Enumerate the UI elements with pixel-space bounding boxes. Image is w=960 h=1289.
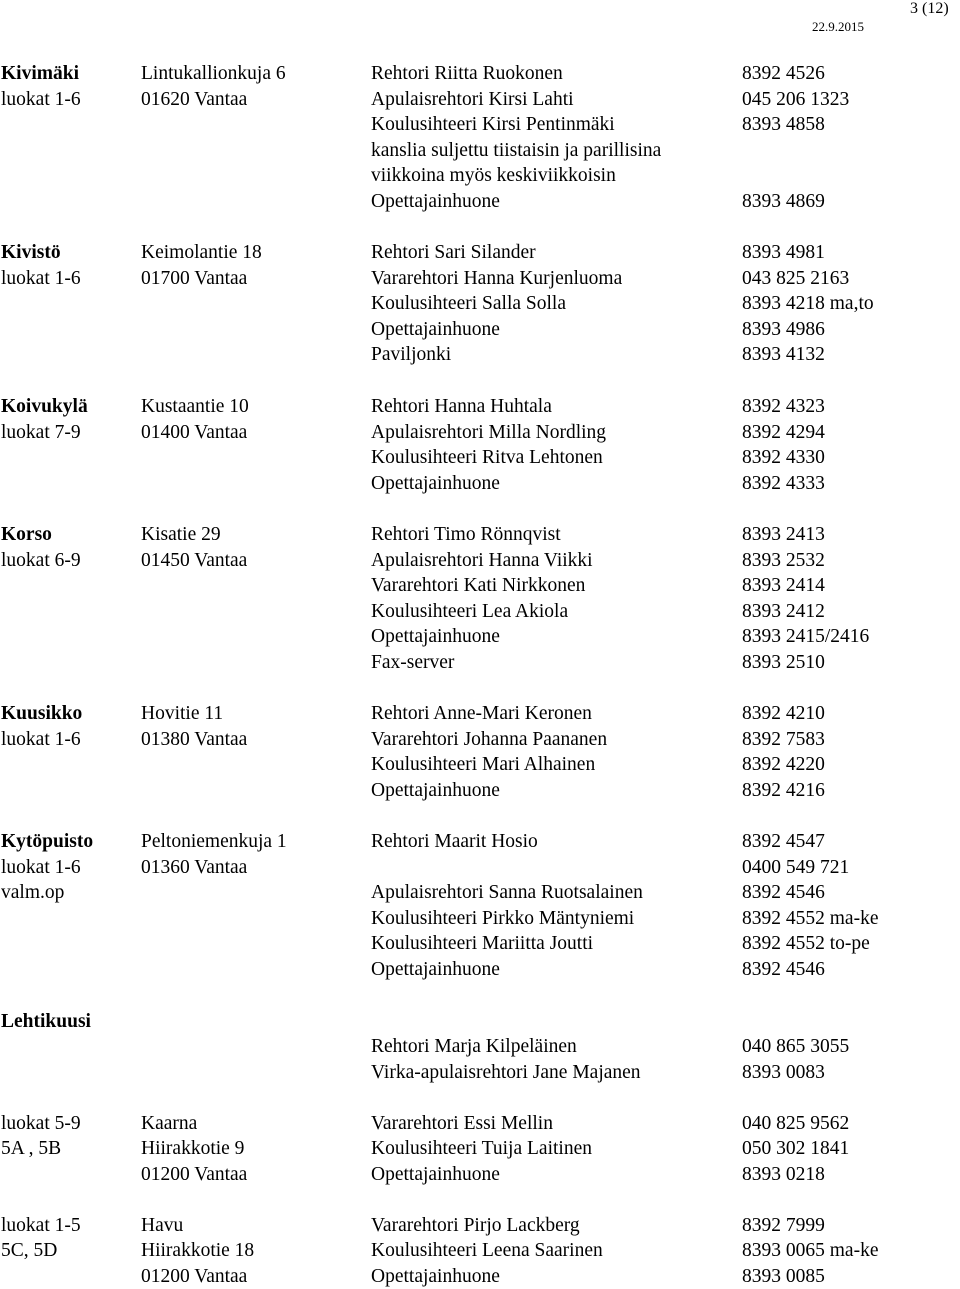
contact-role-cell: Rehtori Riitta Ruokonen (371, 63, 563, 84)
directory-row (0, 599, 960, 624)
school-name-cell: luokat 1-6 (1, 857, 81, 878)
document-date: 22.9.2015 (812, 19, 864, 34)
directory-row (0, 420, 960, 445)
school-name-cell: 5C, 5D (1, 1240, 58, 1261)
phone-cell: 8392 4552 to-pe (742, 933, 870, 954)
contact-role-cell: Koulusihteeri Kirsi Pentinmäki (371, 114, 615, 135)
phone-cell: 8392 4210 (742, 703, 825, 724)
contact-role-cell: Vararehtori Kati Nirkkonen (371, 575, 586, 596)
directory-row (0, 957, 960, 982)
address-cell: Kisatie 29 (141, 524, 221, 545)
school-name-cell: luokat 1-6 (1, 89, 81, 110)
school-name-cell: Lehtikuusi (1, 1011, 91, 1032)
address-cell: Kustaantie 10 (141, 396, 249, 417)
phone-cell: 8393 0065 ma-ke (742, 1240, 879, 1261)
directory-row (0, 189, 960, 214)
directory-row (0, 522, 960, 547)
directory-row (0, 291, 960, 316)
school-name-cell: Kivimäki (1, 63, 80, 84)
phone-cell: 8393 2510 (742, 652, 825, 673)
address-cell: 01700 Vantaa (141, 268, 248, 289)
directory-row (0, 752, 960, 777)
directory-row (0, 548, 960, 573)
directory-row (0, 1264, 960, 1289)
address-cell: Keimolantie 18 (141, 242, 262, 263)
address-cell: 01200 Vantaa (141, 1266, 248, 1287)
phone-cell: 8393 2415/2416 (742, 626, 870, 647)
directory-row (0, 624, 960, 649)
contact-role-cell: Apulaisrehtori Sanna Ruotsalainen (371, 882, 643, 903)
school-name-cell: Koivukylä (1, 396, 88, 417)
phone-cell: 8392 4216 (742, 780, 825, 801)
contact-role-cell: Koulusihteeri Pirkko Mäntyniemi (371, 908, 635, 929)
directory-row (0, 1111, 960, 1136)
phone-cell: 8392 4220 (742, 754, 825, 775)
contact-role-cell: Koulusihteeri Salla Solla (371, 293, 566, 314)
directory-row (0, 650, 960, 675)
phone-cell: 8392 4526 (742, 63, 825, 84)
school-name-cell: luokat 1-5 (1, 1215, 81, 1236)
page-number: 3 (12) (910, 0, 949, 17)
phone-cell: 8392 7999 (742, 1215, 825, 1236)
directory-row (0, 701, 960, 726)
phone-cell: 8392 4333 (742, 473, 825, 494)
contact-role-cell: Koulusihteeri Lea Akiola (371, 601, 569, 622)
school-name-cell: luokat 1-6 (1, 268, 81, 289)
contact-role-cell: Opettajainhuone (371, 1164, 500, 1185)
phone-cell: 040 825 9562 (742, 1113, 850, 1134)
directory-row (0, 1238, 960, 1263)
contact-role-cell: Vararehtori Pirjo Lackberg (371, 1215, 580, 1236)
directory-row (0, 1009, 960, 1034)
contact-role-cell: Apulaisrehtori Kirsi Lahti (371, 89, 574, 110)
directory-row (0, 1034, 960, 1059)
school-name-cell: valm.op (1, 882, 65, 903)
address-cell: Kaarna (141, 1113, 198, 1134)
phone-cell: 8393 4869 (742, 191, 825, 212)
contact-role-cell: Opettajainhuone (371, 473, 500, 494)
school-name-cell: Kuusikko (1, 703, 83, 724)
contact-role-cell: Rehtori Maarit Hosio (371, 831, 538, 852)
phone-cell: 8393 4986 (742, 319, 825, 340)
address-cell: Hiirakkotie 9 (141, 1138, 245, 1159)
address-cell: 01620 Vantaa (141, 89, 248, 110)
phone-cell: 8393 4132 (742, 344, 825, 365)
phone-cell: 8393 4981 (742, 242, 825, 263)
phone-cell: 8393 0085 (742, 1266, 825, 1287)
school-name-cell: Korso (1, 524, 52, 545)
phone-cell: 8392 4552 ma-ke (742, 908, 879, 929)
school-name-cell: luokat 5-9 (1, 1113, 81, 1134)
contact-role-cell: kanslia suljettu tiistaisin ja parillisina (371, 140, 662, 161)
contact-role-cell: Koulusihteeri Leena Saarinen (371, 1240, 603, 1261)
contact-role-cell: Virka-apulaisrehtori Jane Majanen (371, 1062, 641, 1083)
contact-role-cell: Koulusihteeri Mari Alhainen (371, 754, 596, 775)
contact-role-cell: Vararehtori Hanna Kurjenluoma (371, 268, 623, 289)
address-cell: 01200 Vantaa (141, 1164, 248, 1185)
directory-row (0, 342, 960, 367)
phone-cell: 8393 4218 ma,to (742, 293, 874, 314)
contact-role-cell: Opettajainhuone (371, 1266, 500, 1287)
address-cell: Hovitie 11 (141, 703, 224, 724)
contact-role-cell: Opettajainhuone (371, 780, 500, 801)
contact-role-cell: Apulaisrehtori Milla Nordling (371, 422, 607, 443)
phone-cell: 043 825 2163 (742, 268, 850, 289)
phone-cell: 045 206 1323 (742, 89, 850, 110)
directory-row (0, 855, 960, 880)
contact-role-cell: Koulusihteeri Ritva Lehtonen (371, 447, 603, 468)
directory-row (0, 61, 960, 86)
contact-role-cell: Rehtori Marja Kilpeläinen (371, 1036, 577, 1057)
directory-row (0, 829, 960, 854)
directory-row (0, 138, 960, 163)
contact-role-cell: Opettajainhuone (371, 626, 500, 647)
address-cell: Hiirakkotie 18 (141, 1240, 255, 1261)
contact-role-cell: Rehtori Timo Rönnqvist (371, 524, 561, 545)
phone-cell: 0400 549 721 (742, 857, 850, 878)
phone-cell: 8392 4546 (742, 882, 825, 903)
directory-row (0, 471, 960, 496)
directory-row (0, 1060, 960, 1085)
school-name-cell: Kytöpuisto (1, 831, 94, 852)
directory-row (0, 87, 960, 112)
contact-role-cell: viikkoina myös keskiviikkoisin (371, 165, 616, 186)
phone-cell: 8392 7583 (742, 729, 825, 750)
directory-row (0, 1136, 960, 1161)
phone-cell: 8392 4547 (742, 831, 825, 852)
school-name-cell: 5A , 5B (1, 1138, 62, 1159)
phone-cell: 8392 4330 (742, 447, 825, 468)
directory-row (0, 240, 960, 265)
school-name-cell: luokat 1-6 (1, 729, 81, 750)
address-cell: 01380 Vantaa (141, 729, 248, 750)
contact-role-cell: Paviljonki (371, 344, 452, 365)
phone-cell: 8393 2532 (742, 550, 825, 571)
phone-cell: 8393 2413 (742, 524, 825, 545)
contact-role-cell: Fax-server (371, 652, 455, 673)
contact-role-cell: Vararehtori Essi Mellin (371, 1113, 553, 1134)
phone-cell: 040 865 3055 (742, 1036, 850, 1057)
directory-row (0, 931, 960, 956)
address-cell: Havu (141, 1215, 184, 1236)
directory-row (0, 727, 960, 752)
directory-row (0, 163, 960, 188)
address-cell: 01400 Vantaa (141, 422, 248, 443)
address-cell: Peltoniemenkuja 1 (141, 831, 287, 852)
directory-row (0, 266, 960, 291)
address-cell: Lintukallionkuja 6 (141, 63, 286, 84)
phone-cell: 8393 2412 (742, 601, 825, 622)
phone-cell: 8392 4294 (742, 422, 825, 443)
directory-row (0, 112, 960, 137)
directory-row (0, 906, 960, 931)
directory-row (0, 778, 960, 803)
contact-role-cell: Koulusihteeri Tuija Laitinen (371, 1138, 592, 1159)
school-name-cell: Kivistö (1, 242, 61, 263)
phone-cell: 8393 4858 (742, 114, 825, 135)
phone-cell: 8393 2414 (742, 575, 825, 596)
school-name-cell: luokat 6-9 (1, 550, 81, 571)
school-name-cell: luokat 7-9 (1, 422, 81, 443)
contact-role-cell: Koulusihteeri Mariitta Joutti (371, 933, 594, 954)
directory-row (0, 394, 960, 419)
contact-role-cell: Opettajainhuone (371, 959, 500, 980)
directory-row (0, 1162, 960, 1187)
phone-cell: 8393 0218 (742, 1164, 825, 1185)
address-cell: 01360 Vantaa (141, 857, 248, 878)
directory-row (0, 1213, 960, 1238)
phone-cell: 8392 4546 (742, 959, 825, 980)
phone-cell: 050 302 1841 (742, 1138, 850, 1159)
directory-row (0, 317, 960, 342)
phone-cell: 8393 0083 (742, 1062, 825, 1083)
contact-role-cell: Vararehtori Johanna Paananen (371, 729, 608, 750)
contact-role-cell: Apulaisrehtori Hanna Viikki (371, 550, 593, 571)
directory-row (0, 880, 960, 905)
address-cell: 01450 Vantaa (141, 550, 248, 571)
directory-row (0, 573, 960, 598)
contact-role-cell: Opettajainhuone (371, 319, 500, 340)
contact-role-cell: Rehtori Hanna Huhtala (371, 396, 552, 417)
directory-row (0, 445, 960, 470)
contact-role-cell: Rehtori Sari Silander (371, 242, 536, 263)
phone-cell: 8392 4323 (742, 396, 825, 417)
contact-role-cell: Opettajainhuone (371, 191, 500, 212)
contact-role-cell: Rehtori Anne-Mari Keronen (371, 703, 592, 724)
